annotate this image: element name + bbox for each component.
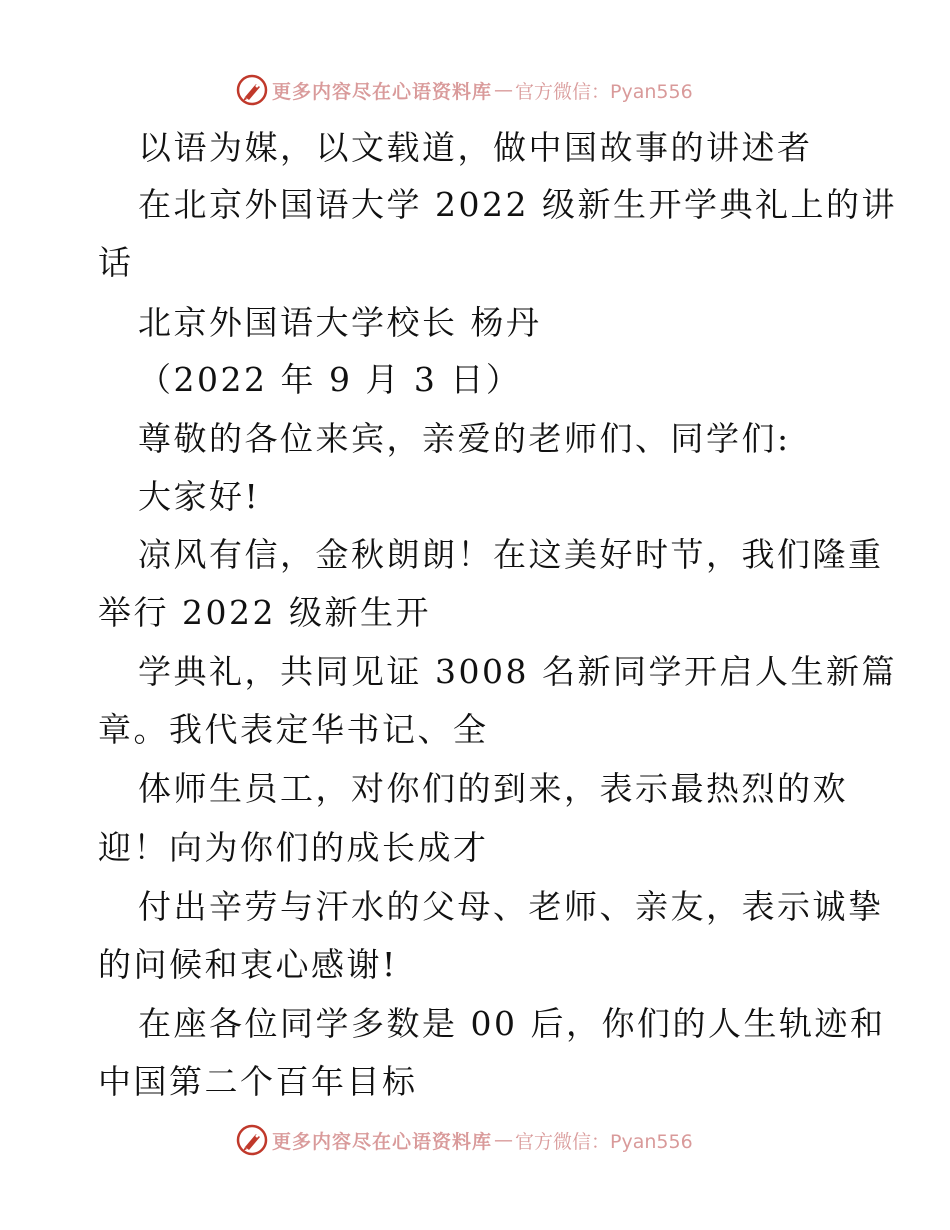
- footer-banner: [0, 1120, 950, 1160]
- doc-line: 迎！向为你们的成长成才: [98, 828, 489, 867]
- doc-line: 尊敬的各位来宾，亲爱的老师们、同学们:: [138, 419, 791, 458]
- doc-line: （2022 年 9 月 3 日）: [138, 360, 522, 399]
- banner-text: 更多内容尽在心语资料库: [272, 80, 493, 103]
- banner-separator: —: [494, 1129, 514, 1151]
- doc-line: 中国第二个百年目标: [98, 1062, 418, 1101]
- doc-line: 章。我代表定华书记、全: [98, 710, 489, 749]
- banner-wechat: 官方微信：Pyan556: [515, 1130, 693, 1153]
- doc-line: 大家好!: [138, 477, 261, 516]
- pen-nib-logo-icon: [236, 74, 268, 106]
- doc-line: 体师生员工，对你们的到来，表示最热烈的欢: [138, 769, 848, 808]
- header-banner: [0, 70, 950, 110]
- doc-line: 举行 2022 级新生开: [98, 593, 431, 632]
- banner-text: 更多内容尽在心语资料库: [272, 1130, 493, 1153]
- doc-line: 学典礼，共同见证 3008 名新同学开启人生新篇: [138, 652, 897, 691]
- doc-line: 凉风有信，金秋朗朗！在这美好时节，我们隆重: [138, 535, 884, 574]
- doc-line: 话: [98, 243, 134, 282]
- doc-line: 的问候和衷心感谢!: [98, 945, 398, 984]
- banner-wechat: 官方微信：Pyan556: [515, 80, 693, 103]
- doc-line: 在北京外国语大学 2022 级新生开学典礼上的讲: [138, 185, 897, 224]
- doc-line: 北京外国语大学校长 杨丹: [138, 303, 542, 342]
- pen-nib-logo-icon: [236, 1124, 268, 1156]
- banner-separator: —: [494, 79, 514, 101]
- doc-line: 以语为媒，以文载道，做中国故事的讲述者: [138, 128, 813, 167]
- doc-line: 在座各位同学多数是 00 后，你们的人生轨迹和: [138, 1004, 886, 1043]
- doc-line: 付出辛劳与汗水的父母、老师、亲友，表示诚挚: [138, 887, 884, 926]
